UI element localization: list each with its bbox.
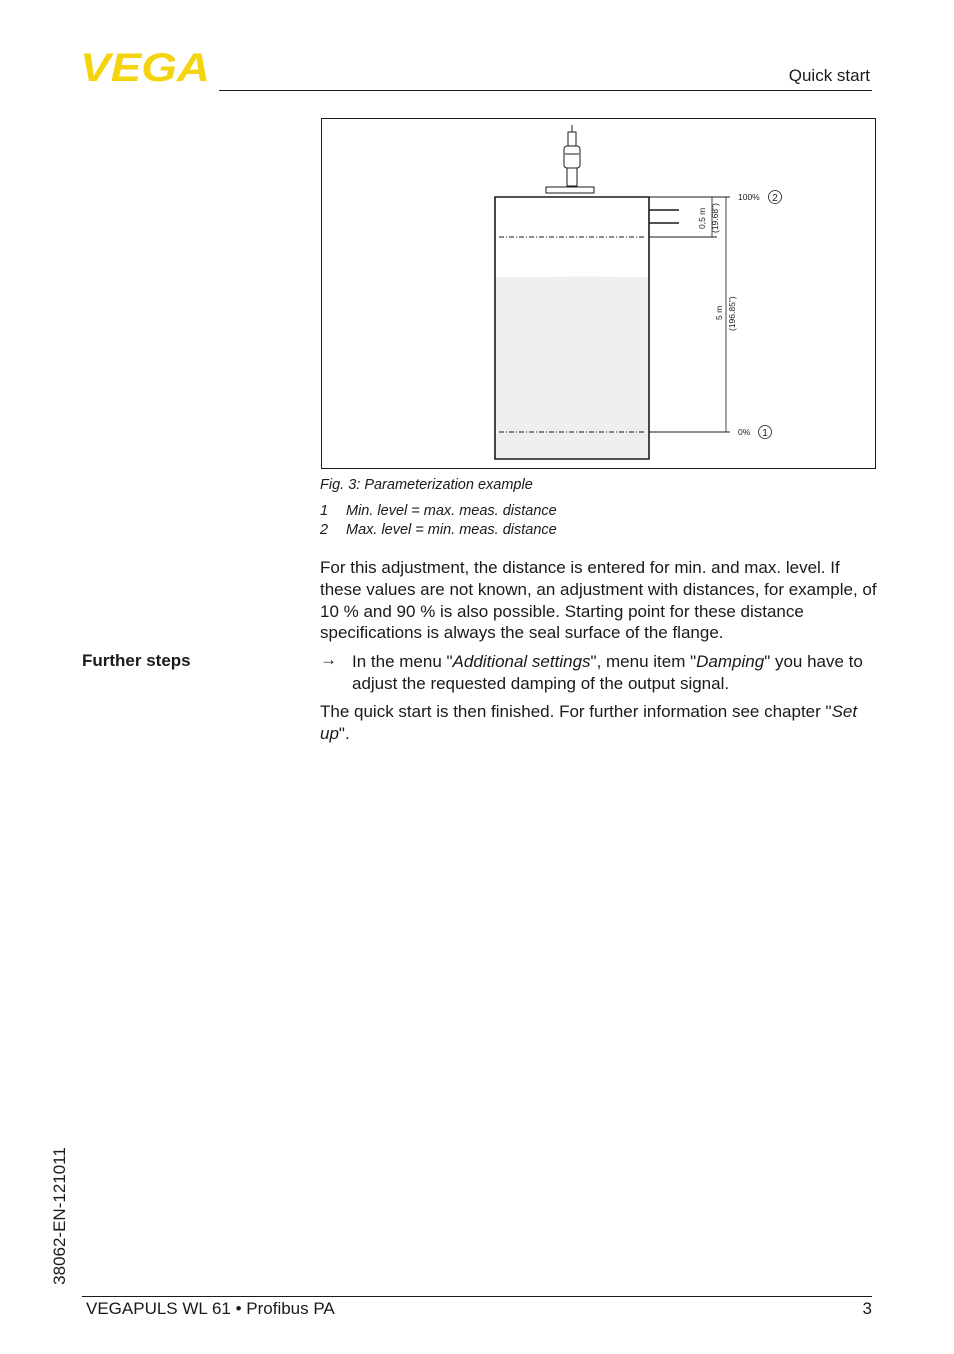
arrow-icon: → [320, 650, 337, 669]
para-text-part: The quick start is then finished. For further information see chapter " [320, 702, 832, 721]
figure-caption: Fig. 3: Parameterization example [320, 477, 533, 493]
body-paragraph-1: For this adjustment, the distance is entered for min. and max. level. If these values are not known, an adjustment with distances, for example, of 10 % and 90 % is also possible. Starting point for these distance specifications is always the seal surface of the flange. [320, 558, 877, 643]
radar-sensor [546, 125, 594, 193]
side-heading-further-steps: Further steps [82, 651, 191, 670]
legend-item-1 [320, 503, 557, 519]
dist-large-label: 5 m [714, 305, 724, 320]
tank-diagram [322, 119, 875, 468]
step-text-part: ", menu item " [590, 652, 697, 671]
parameterization-figure [321, 118, 876, 469]
marker-2-label: 2 [772, 193, 778, 204]
menu-item-name: Damping [696, 652, 765, 671]
step-instruction [352, 651, 880, 695]
legend-text: Min. level = max. meas. distance [346, 503, 557, 519]
dist-small-imperial-label: (19.68") [710, 203, 720, 233]
vega-logo [80, 50, 212, 84]
header-rule [219, 90, 872, 91]
percent-0-label: 0% [738, 427, 751, 437]
document-id: 38062-EN-121011 [50, 1147, 69, 1285]
menu-name: Additional settings [452, 652, 591, 671]
legend-item-2 [320, 522, 557, 538]
page-number: 3 [862, 1299, 872, 1318]
para-text-part: ". [338, 723, 350, 743]
legend-num: 2 [320, 522, 329, 538]
legend-num: 1 [320, 503, 329, 519]
dist-small-label: 0,5 m [697, 207, 707, 229]
footer-rule [82, 1296, 872, 1297]
section-title: Quick start [788, 66, 870, 85]
svg-text:VEGA: VEGA [80, 50, 210, 84]
marker-1-label: 1 [762, 428, 768, 439]
percent-100-label: 100% [738, 192, 760, 202]
footer-product-title: VEGAPULS WL 61 • Profibus PA [86, 1299, 335, 1318]
step-text-part: " you have to adjust the requested damping of the output signal. [352, 652, 863, 693]
tank [495, 197, 679, 459]
legend-text: Max. level = min. meas. distance [346, 522, 557, 538]
step-text-part: In the menu " [352, 652, 453, 671]
chapter-reference: Set up [320, 702, 858, 743]
body-paragraph-2 [320, 701, 880, 745]
dist-large-imperial-label: (196.85") [727, 296, 737, 331]
